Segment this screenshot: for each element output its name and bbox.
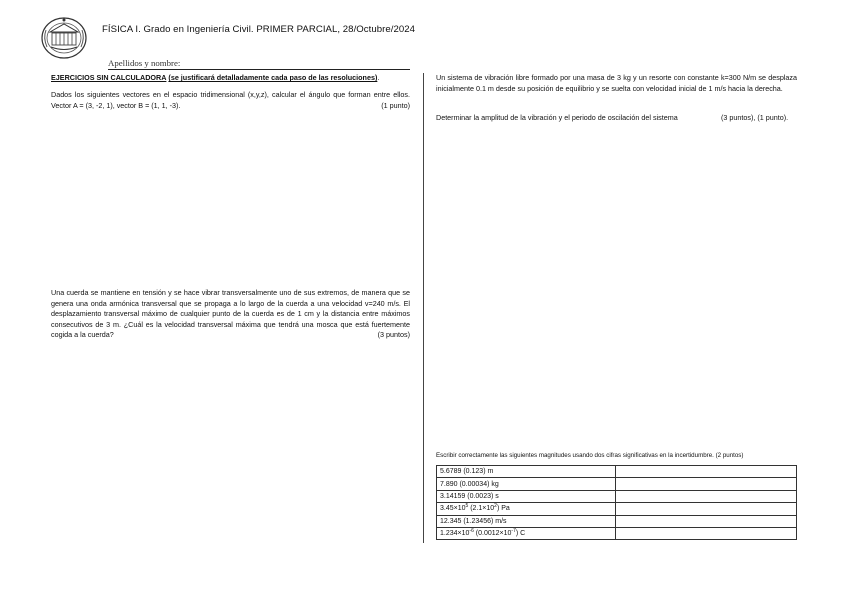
table-row <box>437 478 797 490</box>
answer-cell[interactable] <box>616 503 797 515</box>
university-seal-logo <box>40 16 88 60</box>
magnitude-base: 3.45×10 <box>440 505 466 513</box>
magnitude-cell <box>437 490 616 502</box>
question-vibration-task-points: (3 puntos), (1 punto). <box>721 113 789 122</box>
magnitude-exp2: 2 <box>494 503 497 510</box>
question-wave <box>51 288 410 341</box>
magnitude-base: 7.890 (0.00034) kg <box>440 480 499 488</box>
section-heading <box>51 73 379 82</box>
question-vibration-text: Un sistema de vibración libre formado por una masa de 3 kg y un resorte con constante k=300 N/m se desplaza inicialmente 0.1 m desde su posición de equilibrio y se suelta con velocidad inicial de 1 m/s hacia la derecha. <box>436 73 797 93</box>
answer-cell[interactable] <box>616 527 797 539</box>
heading-period: . <box>377 73 380 82</box>
column-divider <box>423 73 424 543</box>
question-vectors-text: Dados los siguientes vectores en el espacio tridimensional (x,y,z), calcular el ángulo que forman entre ellos. Vector A = (3, -2, 1), vector B = (1, 1, -3). <box>51 90 410 110</box>
table-row <box>437 527 797 539</box>
magnitude-cell <box>437 515 616 527</box>
magnitude-mid: (0.0012×10 <box>473 530 512 538</box>
magnitude-cell <box>437 503 616 515</box>
magnitude-cell <box>437 466 616 478</box>
sig-figs-instruction: Escribir correctamente las siguientes magnitudes usando dos cifras significativas en la incertidumbre. (2 puntos) <box>436 452 744 459</box>
answer-cell[interactable] <box>616 478 797 490</box>
magnitude-mid: (2.1×10 <box>468 505 495 513</box>
question-vibration-task <box>436 113 797 122</box>
table-row <box>437 515 797 527</box>
question-vectors <box>51 90 410 111</box>
table-row <box>437 490 797 502</box>
magnitude-cell <box>437 527 616 539</box>
sig-figs-table <box>436 465 797 540</box>
heading-note: (se justificará detalladamente cada paso de las resoluciones) <box>168 73 378 82</box>
magnitude-end: ) Pa <box>496 505 510 513</box>
magnitude-base: 3.14159 (0.0023) s <box>440 492 499 500</box>
magnitude-end: ) C <box>515 530 526 538</box>
question-wave-points: (3 puntos) <box>377 330 410 340</box>
magnitude-exp1: 5 <box>465 503 469 510</box>
table-row <box>437 466 797 478</box>
magnitude-base: 12.345 (1.23456) m/s <box>440 517 507 525</box>
magnitude-base: 1.234×10 <box>440 530 470 538</box>
name-label: Apellidos y nombre: <box>108 58 181 68</box>
answer-cell[interactable] <box>616 466 797 478</box>
exam-title: FÍSICA I. Grado en Ingeniería Civil. PRIMER PARCIAL, 28/Octubre/2024 <box>102 24 416 35</box>
table-row <box>437 503 797 515</box>
answer-cell[interactable] <box>616 490 797 502</box>
name-field[interactable] <box>108 58 410 70</box>
question-vibration <box>436 73 797 94</box>
question-vectors-points: (1 punto) <box>381 100 410 110</box>
magnitude-exp1: -6 <box>469 528 474 535</box>
question-wave-text: Una cuerda se mantiene en tensión y se hace vibrar transversalmente uno de sus extremos, de manera que se genera una onda armónica transversal que se propaga a lo largo de la cuerda a una velocidad v=240 m/s. El desplazamiento transversal máximo de cualquier punto de la cuerda es de 1 cm y la distancia entre máximos consecutivos de 3 m. ¿Cuál es la velocidad transversal máxima que tendrá una mosca que está fuertemente cogida a la cuerda? <box>51 288 410 340</box>
magnitude-cell <box>437 478 616 490</box>
magnitude-base: 5.6789 (0.123) m <box>440 468 494 476</box>
magnitude-exp2: -7 <box>511 528 516 535</box>
heading-bold: EJERCICIOS SIN CALCULADORA <box>51 73 167 82</box>
answer-cell[interactable] <box>616 515 797 527</box>
question-vibration-task-text: Determinar la amplitud de la vibración y el periodo de oscilación del sistema <box>436 113 678 122</box>
